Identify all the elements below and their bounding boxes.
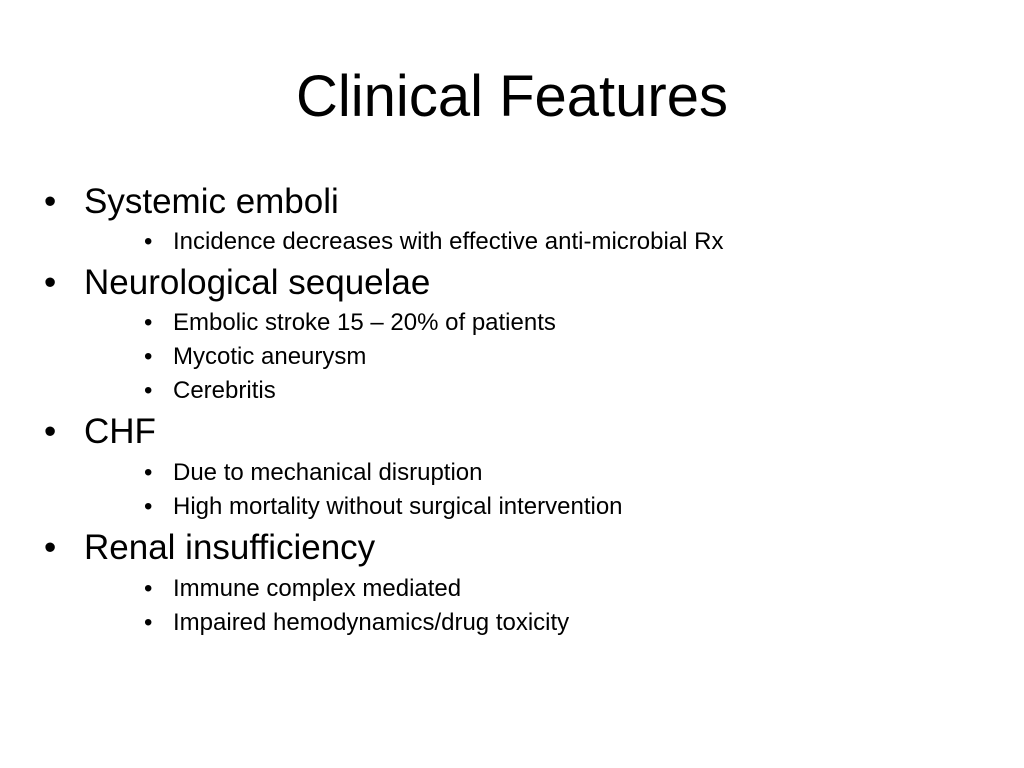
bullet-dot: • (144, 609, 153, 636)
sub-bullet-text: Due to mechanical disruption (173, 459, 483, 486)
bullet-heading: Systemic emboli (84, 182, 339, 221)
bullet-heading: Renal insufficiency (84, 528, 376, 567)
slide-title: Clinical Features (296, 64, 728, 129)
bullet-dot: • (44, 263, 57, 302)
bullet-dot: • (144, 309, 153, 336)
bullet-dot: • (144, 377, 153, 404)
bullet-dot: • (44, 182, 57, 221)
sub-bullet-text: High mortality without surgical intervention (173, 493, 623, 520)
sub-bullet-text: Incidence decreases with effective anti-microbial Rx (173, 228, 724, 255)
bullet-heading: Neurological sequelae (84, 263, 431, 302)
sub-bullet-text: Immune complex mediated (173, 575, 462, 602)
bullet-dot: • (144, 575, 153, 602)
bullet-dot: • (144, 493, 153, 520)
bullet-dot: • (144, 228, 153, 255)
bullet-dot: • (44, 412, 57, 451)
sub-bullet-text: Mycotic aneurysm (173, 343, 367, 370)
sub-bullet-text: Cerebritis (173, 377, 276, 404)
sub-bullet-text: Embolic stroke 15 – 20% of patients (173, 309, 556, 336)
bullet-dot: • (144, 459, 153, 486)
bullet-dot: • (144, 343, 153, 370)
sub-bullet-text: Impaired hemodynamics/drug toxicity (173, 609, 570, 636)
bullet-dot: • (44, 528, 57, 567)
bullet-heading: CHF (84, 412, 156, 451)
